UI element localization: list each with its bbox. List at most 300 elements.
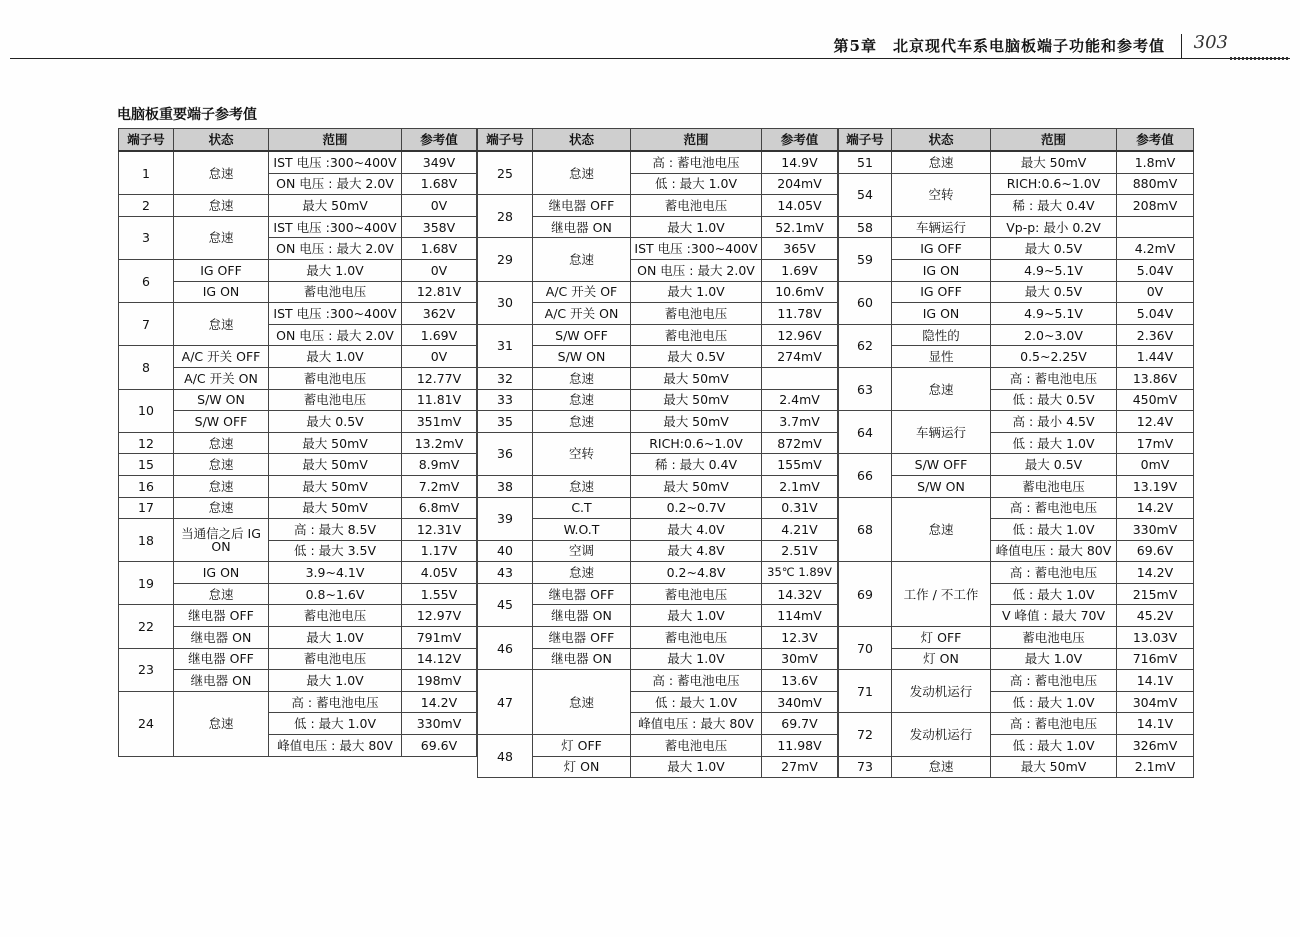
range-cell: 最大 4.8V xyxy=(631,540,762,562)
table-row xyxy=(478,540,838,562)
range-cell: 最大 0.5V xyxy=(631,346,762,368)
reference-value-cell: 14.32V xyxy=(762,583,838,605)
state-cell: 继电器 OFF xyxy=(533,583,631,605)
range-cell: 蓄电池电压 xyxy=(631,583,762,605)
table-row xyxy=(478,367,838,389)
table-row xyxy=(119,259,477,281)
terminal-number-cell: 36 xyxy=(478,432,533,475)
state-cell: 车辆运行 xyxy=(892,216,991,238)
chapter-title: 第5章 北京现代车系电脑板端子功能和参考值 xyxy=(833,37,1165,55)
reference-value-cell: 30mV xyxy=(762,648,838,670)
range-cell: 最大 0.5V xyxy=(991,281,1117,303)
reference-value-cell: 14.1V xyxy=(1117,670,1194,692)
range-cell: 最大 50mV xyxy=(991,756,1117,778)
range-cell: 蓄电池电压 xyxy=(631,195,762,217)
state-cell: 继电器 ON xyxy=(174,627,269,649)
range-cell: 3.9~4.1V xyxy=(269,562,402,584)
reference-value-cell: 7.2mV xyxy=(402,475,477,497)
range-cell: 高 : 蓄电池电压 xyxy=(631,670,762,692)
range-cell: 蓄电池电压 xyxy=(631,627,762,649)
state-cell: 怠速 xyxy=(892,497,991,562)
reference-value-cell: 0.31V xyxy=(762,497,838,519)
range-cell: 蓄电池电压 xyxy=(269,281,402,303)
column-header-range: 范围 xyxy=(991,129,1117,152)
table-row xyxy=(478,670,838,692)
terminal-number-cell: 48 xyxy=(478,735,533,778)
range-cell: 蓄电池电压 xyxy=(631,303,762,325)
reference-value-cell: 12.3V xyxy=(762,627,838,649)
table-row xyxy=(478,562,838,584)
state-cell: W.O.T xyxy=(533,519,631,541)
table-row xyxy=(839,281,1194,303)
range-cell: 高 : 蓄电池电压 xyxy=(991,562,1117,584)
range-cell: IST 电压 :300~400V xyxy=(269,303,402,325)
terminal-number-cell: 24 xyxy=(119,691,174,756)
reference-value-cell: 12.96V xyxy=(762,324,838,346)
state-cell: 继电器 OFF xyxy=(533,195,631,217)
table-row xyxy=(478,432,838,454)
reference-value-cell: 5.04V xyxy=(1117,259,1194,281)
terminal-number-cell: 3 xyxy=(119,216,174,259)
table-row xyxy=(119,303,477,325)
terminal-number-cell: 10 xyxy=(119,389,174,432)
range-cell: 低 : 最大 1.0V xyxy=(991,432,1117,454)
terminal-number-cell: 47 xyxy=(478,670,533,735)
state-cell: 空转 xyxy=(892,173,991,216)
state-cell: IG OFF xyxy=(892,238,991,260)
reference-value-cell: 14.9V xyxy=(762,151,838,173)
terminal-number-cell: 23 xyxy=(119,648,174,691)
terminal-number-cell: 68 xyxy=(839,497,892,562)
reference-value-cell: 69.6V xyxy=(1117,540,1194,562)
range-cell: 高 : 最小 4.5V xyxy=(991,411,1117,433)
range-cell: 最大 1.0V xyxy=(631,648,762,670)
table-row xyxy=(119,648,477,670)
state-cell: 发动机运行 xyxy=(892,670,991,713)
range-cell: ON 电压 : 最大 2.0V xyxy=(631,259,762,281)
reference-value-cell: 1.55V xyxy=(402,583,477,605)
terminal-number-cell: 35 xyxy=(478,411,533,433)
state-cell: 当通信之后 IG ON xyxy=(174,519,269,562)
table-row xyxy=(839,713,1194,735)
table-row xyxy=(119,432,477,454)
reference-value-cell: 155mV xyxy=(762,454,838,476)
state-cell: 怠速 xyxy=(533,475,631,497)
state-cell: 继电器 ON xyxy=(174,670,269,692)
range-cell: ON 电压 : 最大 2.0V xyxy=(269,173,402,195)
table-row xyxy=(119,216,477,238)
reference-value-cell: 4.21V xyxy=(762,519,838,541)
table-row xyxy=(478,324,838,346)
state-cell: S/W OFF xyxy=(892,454,991,476)
table-row xyxy=(119,475,477,497)
column-header-range: 范围 xyxy=(631,129,762,152)
reference-value-cell: 6.8mV xyxy=(402,497,477,519)
state-cell: A/C 开关 ON xyxy=(174,367,269,389)
range-cell: 蓄电池电压 xyxy=(269,389,402,411)
reference-value-cell: 11.98V xyxy=(762,735,838,757)
state-cell: 显性 xyxy=(892,346,991,368)
range-cell: 高 : 蓄电池电压 xyxy=(991,670,1117,692)
range-cell: 峰值电压 : 最大 80V xyxy=(269,735,402,757)
range-cell: 低 : 最大 1.0V xyxy=(991,519,1117,541)
range-cell: 蓄电池电压 xyxy=(269,367,402,389)
table-row xyxy=(478,497,838,519)
terminal-number-cell: 40 xyxy=(478,540,533,562)
table-row xyxy=(839,756,1194,778)
range-cell: 最大 50mV xyxy=(269,475,402,497)
range-cell: 高 : 蓄电池电压 xyxy=(991,713,1117,735)
reference-value-cell: 4.2mV xyxy=(1117,238,1194,260)
state-cell: A/C 开关 OF xyxy=(533,281,631,303)
range-cell: ON 电压 : 最大 2.0V xyxy=(269,238,402,260)
reference-value-cell: 0V xyxy=(402,346,477,368)
table-row xyxy=(119,151,477,173)
table-row xyxy=(119,195,477,217)
terminal-table-3 xyxy=(838,128,1194,778)
table-row xyxy=(839,411,1194,433)
reference-value-cell: 0V xyxy=(1117,281,1194,303)
range-cell: 峰值电压 : 最大 80V xyxy=(991,540,1117,562)
reference-value-cell: 365V xyxy=(762,238,838,260)
state-cell: 继电器 OFF xyxy=(533,627,631,649)
range-cell: 最大 0.5V xyxy=(991,238,1117,260)
state-cell: 怠速 xyxy=(174,583,269,605)
reference-value-cell: 0mV xyxy=(1117,454,1194,476)
terminal-number-cell: 69 xyxy=(839,562,892,627)
terminal-number-cell: 60 xyxy=(839,281,892,324)
reference-value-cell: 11.78V xyxy=(762,303,838,325)
terminal-number-cell: 12 xyxy=(119,432,174,454)
state-cell: IG OFF xyxy=(174,259,269,281)
range-cell: IST 电压 :300~400V xyxy=(631,238,762,260)
range-cell: 高 : 蓄电池电压 xyxy=(631,151,762,173)
reference-value-cell: 12.4V xyxy=(1117,411,1194,433)
column-header-terminal: 端子号 xyxy=(839,129,892,152)
state-cell: 怠速 xyxy=(174,691,269,756)
range-cell: 最大 1.0V xyxy=(991,648,1117,670)
range-cell: 最大 1.0V xyxy=(631,216,762,238)
state-cell: A/C 开关 OFF xyxy=(174,346,269,368)
terminal-number-cell: 30 xyxy=(478,281,533,324)
reference-value-cell: 69.7V xyxy=(762,713,838,735)
reference-value-cell: 340mV xyxy=(762,691,838,713)
state-cell: A/C 开关 ON xyxy=(533,303,631,325)
range-cell: 峰值电压 : 最大 80V xyxy=(631,713,762,735)
state-cell: IG OFF xyxy=(892,281,991,303)
terminal-number-cell: 31 xyxy=(478,324,533,367)
terminal-number-cell: 46 xyxy=(478,627,533,670)
state-cell: S/W ON xyxy=(533,346,631,368)
state-cell: 车辆运行 xyxy=(892,411,991,454)
table-row xyxy=(119,389,477,411)
table-row xyxy=(839,346,1194,368)
table-row xyxy=(839,627,1194,649)
range-cell: 低 : 最大 1.0V xyxy=(991,583,1117,605)
terminal-number-cell: 18 xyxy=(119,519,174,562)
range-cell: 最大 0.5V xyxy=(269,411,402,433)
reference-value-cell: 791mV xyxy=(402,627,477,649)
range-cell: 高 : 蓄电池电压 xyxy=(991,367,1117,389)
reference-value-cell xyxy=(762,367,838,389)
range-cell: 低 : 最大 0.5V xyxy=(991,389,1117,411)
reference-value-cell: 1.8mV xyxy=(1117,151,1194,173)
reference-value-cell: 2.1mV xyxy=(762,475,838,497)
reference-value-cell: 12.81V xyxy=(402,281,477,303)
state-cell: IG ON xyxy=(892,303,991,325)
reference-value-cell: 330mV xyxy=(1117,519,1194,541)
range-cell: RICH:0.6~1.0V xyxy=(991,173,1117,195)
range-cell: 蓄电池电压 xyxy=(631,735,762,757)
reference-value-cell: 12.97V xyxy=(402,605,477,627)
terminal-number-cell: 2 xyxy=(119,195,174,217)
terminal-number-cell: 73 xyxy=(839,756,892,778)
reference-value-cell: 1.69V xyxy=(762,259,838,281)
reference-value-cell: 14.2V xyxy=(1117,497,1194,519)
range-cell: 蓄电池电压 xyxy=(269,648,402,670)
state-cell: 怠速 xyxy=(174,497,269,519)
state-cell: 灯 ON xyxy=(892,648,991,670)
reference-value-cell: 1.68V xyxy=(402,238,477,260)
range-cell: RICH:0.6~1.0V xyxy=(631,432,762,454)
state-cell: 灯 OFF xyxy=(892,627,991,649)
table-row xyxy=(839,562,1194,584)
column-header-state: 状态 xyxy=(174,129,269,152)
header-dotted-rule xyxy=(1230,57,1290,60)
reference-value-cell: 304mV xyxy=(1117,691,1194,713)
terminal-number-cell: 63 xyxy=(839,367,892,410)
range-cell: 2.0~3.0V xyxy=(991,324,1117,346)
reference-value-cell: 27mV xyxy=(762,756,838,778)
table-row xyxy=(119,519,477,541)
state-cell: S/W OFF xyxy=(174,411,269,433)
range-cell: 0.2~0.7V xyxy=(631,497,762,519)
state-cell: 怠速 xyxy=(533,562,631,584)
state-cell: C.T xyxy=(533,497,631,519)
range-cell: 蓄电池电压 xyxy=(269,605,402,627)
reference-value-cell: 880mV xyxy=(1117,173,1194,195)
terminal-number-cell: 39 xyxy=(478,497,533,540)
reference-value-cell: 326mV xyxy=(1117,735,1194,757)
column-header-state: 状态 xyxy=(533,129,631,152)
table-row xyxy=(839,303,1194,325)
table-row xyxy=(478,389,838,411)
range-cell: 低 : 最大 1.0V xyxy=(269,713,402,735)
reference-value-cell: 1.69V xyxy=(402,324,477,346)
state-cell: 怠速 xyxy=(533,389,631,411)
range-cell: 0.5~2.25V xyxy=(991,346,1117,368)
reference-value-cell: 349V xyxy=(402,151,477,173)
state-cell: 工作 / 不工作 xyxy=(892,562,991,627)
reference-value-cell: 351mV xyxy=(402,411,477,433)
reference-value-cell: 13.86V xyxy=(1117,367,1194,389)
terminal-number-cell: 32 xyxy=(478,367,533,389)
reference-value-cell: 204mV xyxy=(762,173,838,195)
header-divider xyxy=(1181,34,1182,58)
reference-value-cell: 14.12V xyxy=(402,648,477,670)
table-row xyxy=(119,562,477,584)
reference-value-cell: 358V xyxy=(402,216,477,238)
range-cell: 最大 1.0V xyxy=(631,281,762,303)
range-cell: 最大 50mV xyxy=(631,475,762,497)
reference-value-cell: 12.31V xyxy=(402,519,477,541)
reference-value-cell: 13.19V xyxy=(1117,475,1194,497)
table-row xyxy=(119,454,477,476)
state-cell: 灯 OFF xyxy=(533,735,631,757)
table-row xyxy=(839,475,1194,497)
terminal-number-cell: 70 xyxy=(839,627,892,670)
state-cell: 怠速 xyxy=(533,367,631,389)
table-row xyxy=(839,648,1194,670)
table-row xyxy=(839,497,1194,519)
range-cell: V 峰值 : 最大 70V xyxy=(991,605,1117,627)
terminal-number-cell: 33 xyxy=(478,389,533,411)
reference-value-cell xyxy=(1117,216,1194,238)
reference-value-cell: 1.68V xyxy=(402,173,477,195)
reference-value-cell: 14.2V xyxy=(402,691,477,713)
range-cell: 最大 50mV xyxy=(269,432,402,454)
table-row xyxy=(119,605,477,627)
table-row xyxy=(478,475,838,497)
range-cell: ON 电压 : 最大 2.0V xyxy=(269,324,402,346)
terminal-number-cell: 51 xyxy=(839,151,892,173)
range-cell: 低 : 最大 1.0V xyxy=(631,691,762,713)
terminal-number-cell: 25 xyxy=(478,151,533,195)
table-row xyxy=(119,346,477,368)
terminal-number-cell: 54 xyxy=(839,173,892,216)
state-cell: IG ON xyxy=(174,562,269,584)
range-cell: 4.9~5.1V xyxy=(991,259,1117,281)
reference-value-cell: 1.17V xyxy=(402,540,477,562)
state-cell: 灯 ON xyxy=(533,756,631,778)
reference-value-cell: 2.36V xyxy=(1117,324,1194,346)
range-cell: 最大 50mV xyxy=(269,195,402,217)
reference-value-cell: 716mV xyxy=(1117,648,1194,670)
table-row xyxy=(478,238,838,260)
state-cell: 继电器 OFF xyxy=(174,648,269,670)
terminal-number-cell: 59 xyxy=(839,238,892,281)
reference-value-cell: 10.6mV xyxy=(762,281,838,303)
table-row xyxy=(839,173,1194,195)
table-row xyxy=(839,238,1194,260)
reference-value-cell: 5.04V xyxy=(1117,303,1194,325)
terminal-table-1 xyxy=(118,128,477,757)
reference-value-cell: 14.1V xyxy=(1117,713,1194,735)
range-cell: IST 电压 :300~400V xyxy=(269,151,402,173)
table-row xyxy=(839,670,1194,692)
range-cell: 最大 50mV xyxy=(269,497,402,519)
range-cell: 最大 50mV xyxy=(269,454,402,476)
terminal-number-cell: 16 xyxy=(119,475,174,497)
state-cell: 怠速 xyxy=(174,303,269,346)
range-cell: 0.2~4.8V xyxy=(631,562,762,584)
reference-value-cell: 8.9mV xyxy=(402,454,477,476)
terminal-number-cell: 1 xyxy=(119,151,174,195)
reference-value-cell: 35℃ 1.89V xyxy=(762,562,838,584)
terminal-number-cell: 17 xyxy=(119,497,174,519)
range-cell: 最大 1.0V xyxy=(269,670,402,692)
terminal-number-cell: 8 xyxy=(119,346,174,389)
range-cell: 稀 : 最大 0.4V xyxy=(991,195,1117,217)
range-cell: 高 : 最大 8.5V xyxy=(269,519,402,541)
reference-value-cell: 13.6V xyxy=(762,670,838,692)
reference-value-cell: 1.44V xyxy=(1117,346,1194,368)
range-cell: 最大 50mV xyxy=(991,151,1117,173)
range-cell: 最大 0.5V xyxy=(991,454,1117,476)
table-row xyxy=(478,281,838,303)
table-row xyxy=(119,691,477,713)
terminal-number-cell: 66 xyxy=(839,454,892,497)
range-cell: 低 : 最大 1.0V xyxy=(991,735,1117,757)
range-cell: 最大 4.0V xyxy=(631,519,762,541)
reference-value-cell: 450mV xyxy=(1117,389,1194,411)
terminal-number-cell: 29 xyxy=(478,238,533,281)
reference-value-cell: 2.4mV xyxy=(762,389,838,411)
range-cell: 最大 1.0V xyxy=(631,756,762,778)
reference-value-cell: 14.05V xyxy=(762,195,838,217)
reference-value-cell: 0V xyxy=(402,195,477,217)
reference-value-cell: 114mV xyxy=(762,605,838,627)
column-header-reference: 参考值 xyxy=(762,129,838,152)
terminal-number-cell: 15 xyxy=(119,454,174,476)
terminal-table-2 xyxy=(477,128,838,778)
reference-value-cell: 362V xyxy=(402,303,477,325)
table-row xyxy=(839,151,1194,173)
range-cell: 高 : 蓄电池电压 xyxy=(269,691,402,713)
state-cell: 怠速 xyxy=(174,432,269,454)
terminal-number-cell: 72 xyxy=(839,713,892,756)
state-cell: 怠速 xyxy=(533,411,631,433)
state-cell: 隐性的 xyxy=(892,324,991,346)
terminal-number-cell: 58 xyxy=(839,216,892,238)
state-cell: 怠速 xyxy=(174,151,269,195)
reference-value-cell: 17mV xyxy=(1117,432,1194,454)
reference-value-cell: 14.2V xyxy=(1117,562,1194,584)
range-cell: 低 : 最大 1.0V xyxy=(991,691,1117,713)
table-row xyxy=(839,324,1194,346)
reference-value-cell: 215mV xyxy=(1117,583,1194,605)
reference-value-cell: 11.81V xyxy=(402,389,477,411)
range-cell: 蓄电池电压 xyxy=(991,475,1117,497)
range-cell: 最大 1.0V xyxy=(269,259,402,281)
terminal-number-cell: 22 xyxy=(119,605,174,648)
terminal-number-cell: 6 xyxy=(119,259,174,302)
table-row xyxy=(478,411,838,433)
range-cell: 4.9~5.1V xyxy=(991,303,1117,325)
reference-value-cell: 12.77V xyxy=(402,367,477,389)
state-cell: IG ON xyxy=(892,259,991,281)
terminal-number-cell: 64 xyxy=(839,411,892,454)
reference-value-cell: 198mV xyxy=(402,670,477,692)
terminal-number-cell: 38 xyxy=(478,475,533,497)
table-row xyxy=(478,627,838,649)
terminal-number-cell: 19 xyxy=(119,562,174,605)
column-header-terminal: 端子号 xyxy=(478,129,533,152)
state-cell: 怠速 xyxy=(174,216,269,259)
table-row xyxy=(839,367,1194,389)
range-cell: 稀 : 最大 0.4V xyxy=(631,454,762,476)
table-row xyxy=(839,454,1194,476)
table-row xyxy=(478,735,838,757)
terminal-number-cell: 43 xyxy=(478,562,533,584)
state-cell: S/W ON xyxy=(892,475,991,497)
terminal-number-cell: 28 xyxy=(478,195,533,238)
page-number: 303 xyxy=(1193,32,1228,53)
section-title: 电脑板重要端子参考值 xyxy=(117,107,257,123)
state-cell: 发动机运行 xyxy=(892,713,991,756)
range-cell: 最大 50mV xyxy=(631,367,762,389)
terminal-number-cell: 62 xyxy=(839,324,892,367)
